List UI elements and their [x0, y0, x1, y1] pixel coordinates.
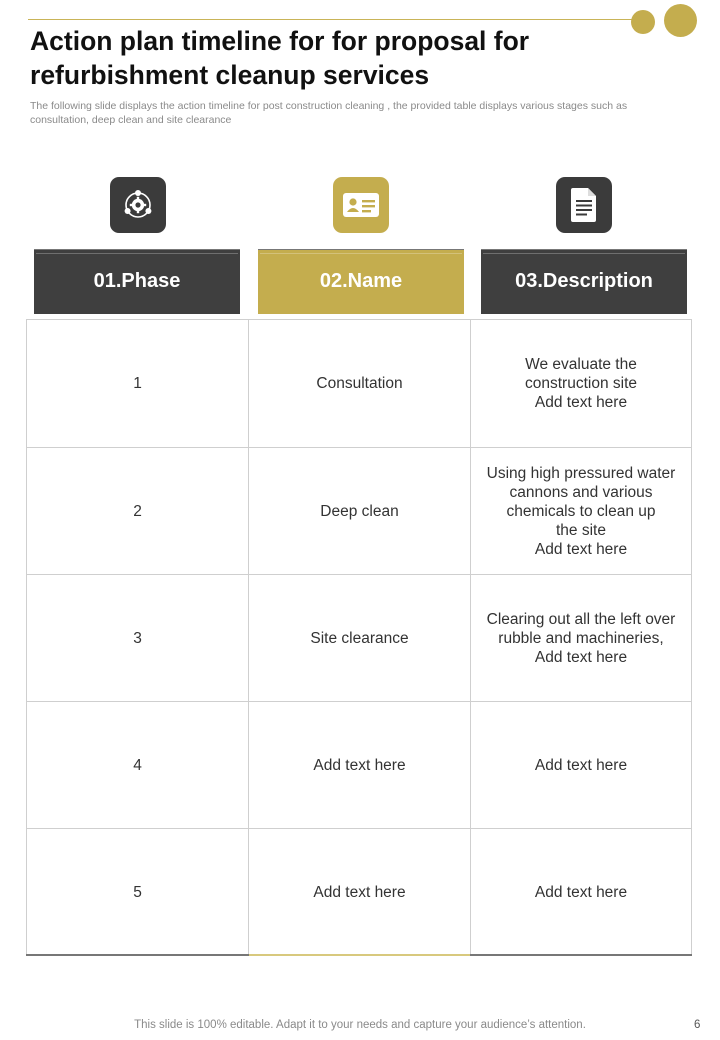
phase-cell: 5 [27, 829, 249, 956]
column-header-name [258, 249, 464, 314]
column-header-phase [34, 249, 240, 314]
description-cell: We evaluate the construction site Add text here [525, 356, 637, 411]
table-row [27, 447, 691, 575]
column-header-description [481, 249, 687, 314]
table-row [27, 828, 691, 956]
settings-cycle-icon [110, 177, 166, 233]
footer-note: This slide is 100% editable. Adapt it to your needs and capture your audience’s attention. [134, 1019, 586, 1031]
phase-cell: 1 [27, 320, 249, 447]
page-subtitle: The following slide displays the action timeline for post construction cleaning , the provided table displays various stages such as consultation, deep clean and site clearance [30, 100, 628, 126]
page-title: Action plan timeline for for proposal for refurbishment cleanup services [30, 26, 530, 90]
name-cell: Add text here [249, 702, 471, 829]
description-cell: Add text here [534, 757, 628, 774]
decorative-dot-large [664, 4, 697, 37]
table-row [27, 701, 691, 829]
table-row [27, 320, 691, 447]
description-cell: Clearing out all the left over rubble and machineries, Add text here [486, 611, 676, 666]
description-cell: Add text here [534, 884, 628, 901]
name-cell: Add text here [249, 829, 471, 956]
top-divider-line [28, 19, 640, 20]
name-cell: Consultation [249, 320, 471, 447]
name-cell: Deep clean [249, 448, 471, 575]
table-row [27, 574, 691, 702]
column-header-description-label: 03.Description [515, 270, 653, 292]
table-bottom-accent [249, 954, 470, 956]
column-header-phase-label: 01.Phase [93, 270, 181, 292]
id-card-icon [333, 177, 389, 233]
phase-cell: 4 [27, 702, 249, 829]
action-plan-table [26, 319, 692, 955]
column-header-name-label: 02.Name [319, 270, 403, 292]
document-icon [556, 177, 612, 233]
phase-cell: 3 [27, 575, 249, 702]
description-cell: Using high pressured water cannons and various chemicals to clean up the site Add text here [486, 465, 676, 558]
page-number: 6 [694, 1019, 701, 1031]
name-cell: Site clearance [249, 575, 471, 702]
phase-cell: 2 [27, 448, 249, 575]
